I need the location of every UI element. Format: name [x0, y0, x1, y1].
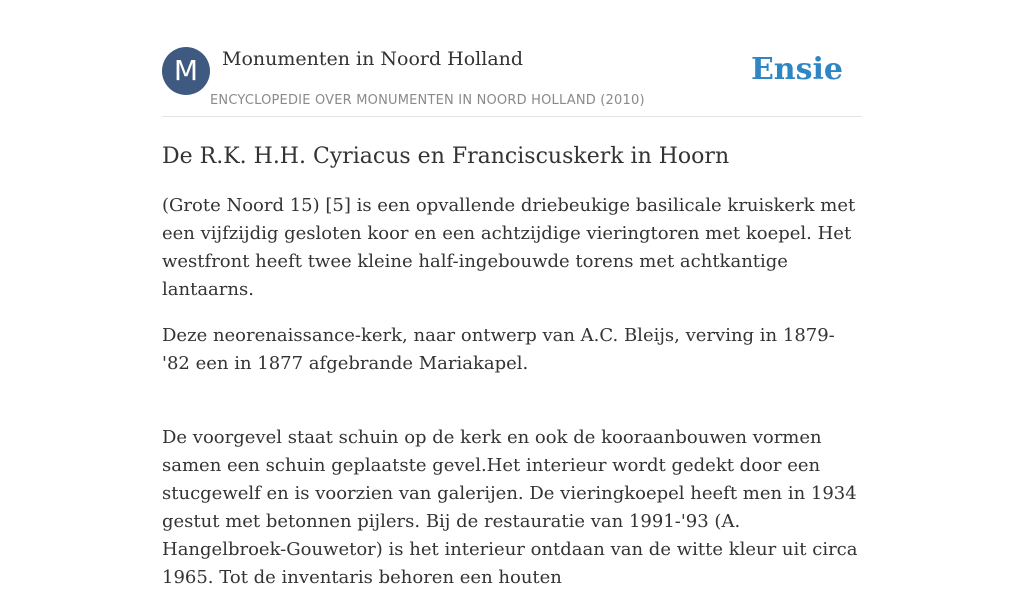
article-paragraph: De voorgevel staat schuin op de kerk en ook de kooraanbouwen vormen samen een schuin geplaatste gevel.Het interieur wordt gedekt door een stucgewelf en is voorzien van galerijen. De vieringkoepel heeft men in 1934 gestut met betonnen pijlers. Bij de restauratie van 1991-'93 (A. Hangelbroek-Gouwetor) is het interieur ontdaan van de witte kleur uit circa 1965. Tot de inventaris behoren een houten [162, 427, 858, 588]
article-title: De R.K. H.H. Cyriacus en Franciscuskerk in Hoorn [162, 144, 730, 169]
source-header [162, 46, 862, 117]
article-paragraph: Deze neorenaissance-kerk, naar ontwerp van A.C. Bleijs, verving in 1879-'82 een in 1877 afgebrande Mariakapel. [162, 325, 835, 374]
source-title-link[interactable]: Monumenten in Noord Holland [222, 48, 524, 70]
content-container [162, 46, 862, 610]
ensie-logo[interactable]: Ensie [750, 52, 843, 87]
source-subtitle: ENCYCLOPEDIE OVER MONUMENTEN IN NOORD HOLLAND (2010) [210, 93, 645, 108]
article-body [162, 192, 862, 592]
source-avatar[interactable]: M [162, 47, 210, 95]
article-paragraph [162, 396, 862, 406]
article-paragraph: (Grote Noord 15) [5] is een opvallende driebeukige basilicale kruiskerk met een vijfzijdig gesloten koor en een achtzijdige vieringtoren met koepel. Het westfront heeft twee kleine half-ingebouwde torens met achtkantige lantaarns. [162, 195, 856, 300]
